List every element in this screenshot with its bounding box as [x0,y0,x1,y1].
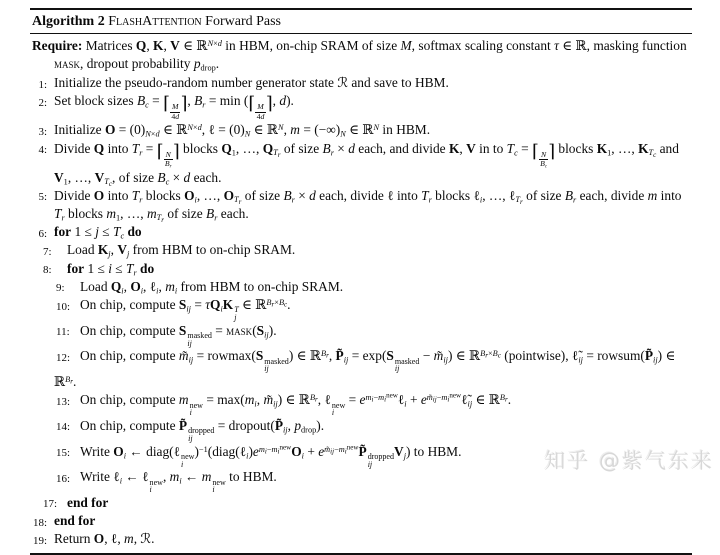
line-content: Write ℓ$_i$ ← ℓ new i , $m_i$ ← m new i to HBM. [80,469,277,495]
algo-line-8 [30,260,692,278]
zhihu-watermark: 知乎 @紫气东来 [544,449,714,473]
line-number: 6: [38,227,47,240]
line-number: 8: [43,264,52,277]
line-content: On chip, compute P̃ dropped ij = $dropout(P̃_{ij}$, $p_{drop}$). [80,417,325,443]
line-number: 7: [43,245,52,258]
line-number: 17: [43,498,58,511]
line-number: 16: [56,472,71,485]
line-content: Initialize the pseudo-random number generator state ℛ and save to HBM. [54,75,449,90]
line-number: 10: [56,300,71,313]
algo-line-10 [30,296,692,322]
line-content: On chip, compute $m̃_{ij} = rowmax(S$ masked ij ) ∈ ℝ$^{B_r}$, $P̃_{ij} = \exp(S$ masked ij − $m̃_{ij}$) ∈ ℝ$^{B_r\times B_c}$ (pointwise), $\ell̃_{ij}$ = $rowsum(P̃_{ij})$ ∈ ℝ$^{B_r}$. [54,348,676,389]
require-content: Matrices Q, K, V ∈ ℝ$^{N\times d}$ in HBM, on-chip SRAM of size M, softmax scaling constant τ ∈ ℝ, masking function mask, dropout probability $p_{drop}$. [54,38,687,73]
line-content: Divide O into $T_r$ blocks $O_i$, …, $O_{T_r}$ of size $B_r \times d$ each, divide ℓ into $T_r$ blocks ℓ$_i$, …, ℓ$_{T_r}$ of size $B_r$ each, divide m into $T_r$ blocks $m_1$, …, $m_{T_r}$ of size $B_r$ each. [54,187,682,225]
algo-line-12 [30,347,692,391]
algo-line-6 [30,223,692,241]
line-number: 12: [56,351,71,364]
algo-line-18 [30,512,692,530]
line-content: On chip, compute $S_{ij} = \tau Q_iK$ T j ∈ ℝ$^{B_r\times B_c}$. [80,297,291,323]
line-content: end for [54,513,96,529]
line-content: Write $O_i$ ← diag(ℓ new i )$^{-1}(diag(\ell_i)e^{m_i-m_i^{new}}O_i$ + $e^{m̃_{ij}-m_i^{new}}P̃$ dropped ij $V_j$) to HBM. [80,443,462,469]
line-content: Set block sizes $B_c$ = ⌈ $\frac{M}{4d}$ ⌉, $B_r = \min$ (⌈ $\frac{M}{4d}$ ⌉, d). [54,93,294,121]
line-content: Initialize $O = (0)_{N\times d}$ ∈ ℝ$^{N\times d}$, ℓ = $(0)_N$ ∈ ℝ$^N$, $m = (-\infty)_N$ ∈ ℝ$^N$ in HBM. [54,122,431,139]
line-content: Divide Q into $T_r$ = ⌈ $\frac{N}{B_r}$ ⌉ blocks $Q_1$, …, $Q_{T_r}$ of size $B_r \times d$ each, and divide K, V in to $T_c$ = ⌈ $\frac{N}{B_c}$ ⌉ blocks $K_1$, …, $K_{T_c}$ and $V_1$, …, $V_{T_c}$, of size $B_c \times d$ each. [54,140,679,188]
line-content: Load $Q_i$, $O_i$, ℓ$_i$, $m_i$ from HBM to on-chip SRAM. [80,278,344,296]
line-number: 13: [56,395,71,408]
algo-line-3 [30,121,692,139]
algo-line-5 [30,187,692,223]
line-content: end for [67,494,109,510]
line-number: 18: [32,516,47,529]
line-number: 5: [38,191,47,204]
require-statement [30,37,692,73]
algo-line-14 [30,417,692,443]
algorithm-name: FlashAttention [108,14,202,29]
algo-line-7 [30,241,692,259]
algo-line-19 [30,530,692,548]
algorithm-subtitle: Forward Pass [201,14,282,29]
algorithm-header [30,10,692,34]
algo-line-13 [30,391,692,417]
line-number: 9: [56,282,65,295]
require-label: Require: [32,38,83,53]
line-number: 1: [38,78,47,91]
line-number: 4: [38,144,47,156]
line-number: 2: [38,96,47,109]
line-number: 11: [56,326,70,339]
line-content: for $1 \le i \le T_r$ do [67,260,155,277]
algo-line-17 [30,494,692,512]
algo-line-11 [30,322,692,348]
algo-line-2 [30,92,692,121]
line-content: for $1 \le j \le T_c$ do [54,224,142,241]
line-content: Return O, ℓ, m, ℛ. [54,531,155,547]
algo-line-9 [30,278,692,296]
line-content: On chip, compute m new i = $\max(m_i$, $m̃_{ij}$) ∈ ℝ$^{B_r}$, ℓ new i = $e^{m_i-m_i^{new}}\ell_i$ + $e^{m̃_{ij}-m_i^{new}}\ell̃_{ij}$ ∈ ℝ$^{B_r}$. [80,391,512,418]
algo-line-4 [30,140,692,187]
line-number: 15: [56,447,71,459]
algorithm-label: Algorithm 2 [32,14,105,29]
line-number: 3: [38,125,47,138]
line-number: 19: [32,534,47,547]
algo-line-1 [30,74,692,92]
line-content: On chip, compute S masked ij = $mask(S_{ij})$. [80,322,277,348]
line-content: Load $K_j$, $V_j$ from HBM to on-chip SRAM. [67,242,296,259]
line-number: 14: [56,421,71,434]
